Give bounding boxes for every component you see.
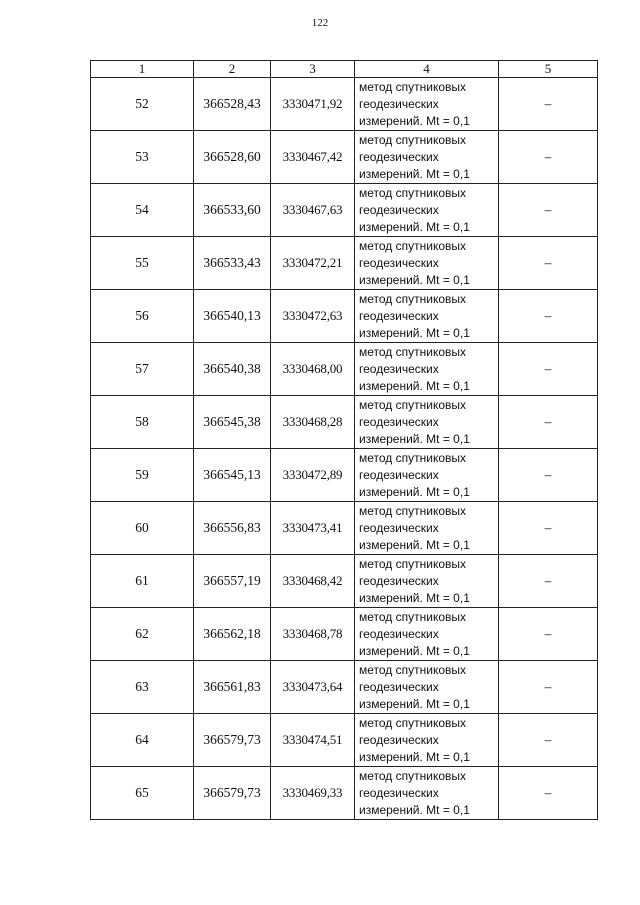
method-line-1: метод спутниковых — [359, 450, 467, 465]
point-number-cell: 60 — [91, 502, 194, 555]
point-number-cell: 54 — [91, 184, 194, 237]
table-row — [91, 714, 598, 767]
method-line-2: геодезических — [359, 414, 439, 429]
x-coordinate-cell: 366562,18 — [194, 608, 271, 661]
note-cell: – — [499, 449, 598, 502]
point-number-cell: 55 — [91, 237, 194, 290]
page-number: 122 — [311, 17, 329, 29]
y-coordinate-cell: 3330472,21 — [271, 237, 355, 290]
method-line-1: метод спутниковых — [359, 79, 467, 94]
method-line-1: метод спутниковых — [359, 291, 467, 306]
x-coordinate-cell: 366579,73 — [194, 767, 271, 820]
method-cell — [355, 608, 499, 661]
method-line-1: метод спутниковых — [359, 609, 467, 624]
table-row — [91, 555, 598, 608]
x-coordinate-cell: 366579,73 — [194, 714, 271, 767]
table-row — [91, 237, 598, 290]
note-cell: – — [499, 290, 598, 343]
point-number-cell: 61 — [91, 555, 194, 608]
column-header-5: 5 — [499, 61, 598, 78]
point-number-cell: 57 — [91, 343, 194, 396]
note-cell: – — [499, 555, 598, 608]
point-number-cell: 58 — [91, 396, 194, 449]
y-coordinate-cell: 3330468,28 — [271, 396, 355, 449]
x-coordinate-cell: 366556,83 — [194, 502, 271, 555]
method-line-1: метод спутниковых — [359, 556, 467, 571]
table-row — [91, 502, 598, 555]
method-line-2: геодезических — [359, 732, 439, 747]
column-header-1: 1 — [91, 61, 194, 78]
note-cell: – — [499, 343, 598, 396]
coordinates-table — [90, 60, 598, 820]
method-line-3: измерений. Mt = 0,1 — [359, 696, 470, 711]
table-row — [91, 449, 598, 502]
y-coordinate-cell: 3330473,41 — [271, 502, 355, 555]
x-coordinate-cell: 366557,19 — [194, 555, 271, 608]
point-number-cell: 56 — [91, 290, 194, 343]
method-cell — [355, 714, 499, 767]
method-cell — [355, 449, 499, 502]
x-coordinate-cell: 366540,13 — [194, 290, 271, 343]
method-cell — [355, 555, 499, 608]
method-line-1: метод спутниковых — [359, 238, 467, 253]
x-coordinate-cell: 366528,43 — [194, 78, 271, 131]
method-line-1: метод спутниковых — [359, 503, 467, 518]
table-row — [91, 396, 598, 449]
y-coordinate-cell: 3330468,00 — [271, 343, 355, 396]
method-line-3: измерений. Mt = 0,1 — [359, 643, 470, 658]
table-header-row — [91, 61, 598, 78]
note-cell: – — [499, 184, 598, 237]
x-coordinate-cell: 366545,38 — [194, 396, 271, 449]
method-line-3: измерений. Mt = 0,1 — [359, 219, 470, 234]
method-line-2: геодезических — [359, 573, 439, 588]
method-cell — [355, 131, 499, 184]
column-header-2: 2 — [194, 61, 271, 78]
x-coordinate-cell: 366545,13 — [194, 449, 271, 502]
note-cell: – — [499, 237, 598, 290]
y-coordinate-cell: 3330474,51 — [271, 714, 355, 767]
method-line-3: измерений. Mt = 0,1 — [359, 325, 470, 340]
table-row — [91, 608, 598, 661]
method-line-2: геодезических — [359, 96, 439, 111]
point-number-cell: 52 — [91, 78, 194, 131]
method-cell — [355, 78, 499, 131]
method-line-2: геодезических — [359, 202, 439, 217]
note-cell: – — [499, 78, 598, 131]
method-line-2: геодезических — [359, 785, 439, 800]
point-number-cell: 64 — [91, 714, 194, 767]
x-coordinate-cell: 366533,60 — [194, 184, 271, 237]
table-body — [91, 78, 598, 820]
method-cell — [355, 290, 499, 343]
method-line-2: геодезических — [359, 149, 439, 164]
method-cell — [355, 343, 499, 396]
method-line-1: метод спутниковых — [359, 662, 467, 677]
y-coordinate-cell: 3330467,63 — [271, 184, 355, 237]
method-line-3: измерений. Mt = 0,1 — [359, 272, 470, 287]
x-coordinate-cell: 366528,60 — [194, 131, 271, 184]
method-line-3: измерений. Mt = 0,1 — [359, 378, 470, 393]
x-coordinate-cell: 366561,83 — [194, 661, 271, 714]
x-coordinate-cell: 366540,38 — [194, 343, 271, 396]
note-cell: – — [499, 714, 598, 767]
method-cell — [355, 237, 499, 290]
note-cell: – — [499, 131, 598, 184]
method-line-3: измерений. Mt = 0,1 — [359, 166, 470, 181]
table-row — [91, 78, 598, 131]
method-line-1: метод спутниковых — [359, 344, 467, 359]
method-line-3: измерений. Mt = 0,1 — [359, 113, 470, 128]
method-line-3: измерений. Mt = 0,1 — [359, 749, 470, 764]
y-coordinate-cell: 3330472,89 — [271, 449, 355, 502]
method-line-1: метод спутниковых — [359, 397, 467, 412]
method-line-1: метод спутниковых — [359, 185, 467, 200]
method-line-3: измерений. Mt = 0,1 — [359, 431, 470, 446]
method-cell — [355, 184, 499, 237]
method-line-2: геодезических — [359, 308, 439, 323]
method-line-2: геодезических — [359, 679, 439, 694]
x-coordinate-cell: 366533,43 — [194, 237, 271, 290]
point-number-cell: 65 — [91, 767, 194, 820]
point-number-cell: 53 — [91, 131, 194, 184]
method-line-3: измерений. Mt = 0,1 — [359, 590, 470, 605]
y-coordinate-cell: 3330468,42 — [271, 555, 355, 608]
method-line-1: метод спутниковых — [359, 715, 467, 730]
y-coordinate-cell: 3330472,63 — [271, 290, 355, 343]
column-header-4: 4 — [355, 61, 499, 78]
method-line-2: геодезических — [359, 361, 439, 376]
column-header-3: 3 — [271, 61, 355, 78]
method-line-2: геодезических — [359, 255, 439, 270]
method-line-2: геодезических — [359, 520, 439, 535]
note-cell: – — [499, 608, 598, 661]
method-cell — [355, 396, 499, 449]
method-line-2: геодезических — [359, 626, 439, 641]
point-number-cell: 59 — [91, 449, 194, 502]
point-number-cell: 62 — [91, 608, 194, 661]
y-coordinate-cell: 3330471,92 — [271, 78, 355, 131]
method-cell — [355, 661, 499, 714]
table-row — [91, 290, 598, 343]
table-row — [91, 767, 598, 820]
table-row — [91, 343, 598, 396]
note-cell: – — [499, 502, 598, 555]
table-row — [91, 131, 598, 184]
method-line-3: измерений. Mt = 0,1 — [359, 802, 470, 817]
point-number-cell: 63 — [91, 661, 194, 714]
method-line-1: метод спутниковых — [359, 132, 467, 147]
y-coordinate-cell: 3330469,33 — [271, 767, 355, 820]
method-cell — [355, 502, 499, 555]
method-line-3: измерений. Mt = 0,1 — [359, 537, 470, 552]
y-coordinate-cell: 3330467,42 — [271, 131, 355, 184]
note-cell: – — [499, 767, 598, 820]
note-cell: – — [499, 396, 598, 449]
method-line-2: геодезических — [359, 467, 439, 482]
method-cell — [355, 767, 499, 820]
table-row — [91, 661, 598, 714]
y-coordinate-cell: 3330468,78 — [271, 608, 355, 661]
method-line-3: измерений. Mt = 0,1 — [359, 484, 470, 499]
y-coordinate-cell: 3330473,64 — [271, 661, 355, 714]
method-line-1: метод спутниковых — [359, 768, 467, 783]
note-cell: – — [499, 661, 598, 714]
table-row — [91, 184, 598, 237]
